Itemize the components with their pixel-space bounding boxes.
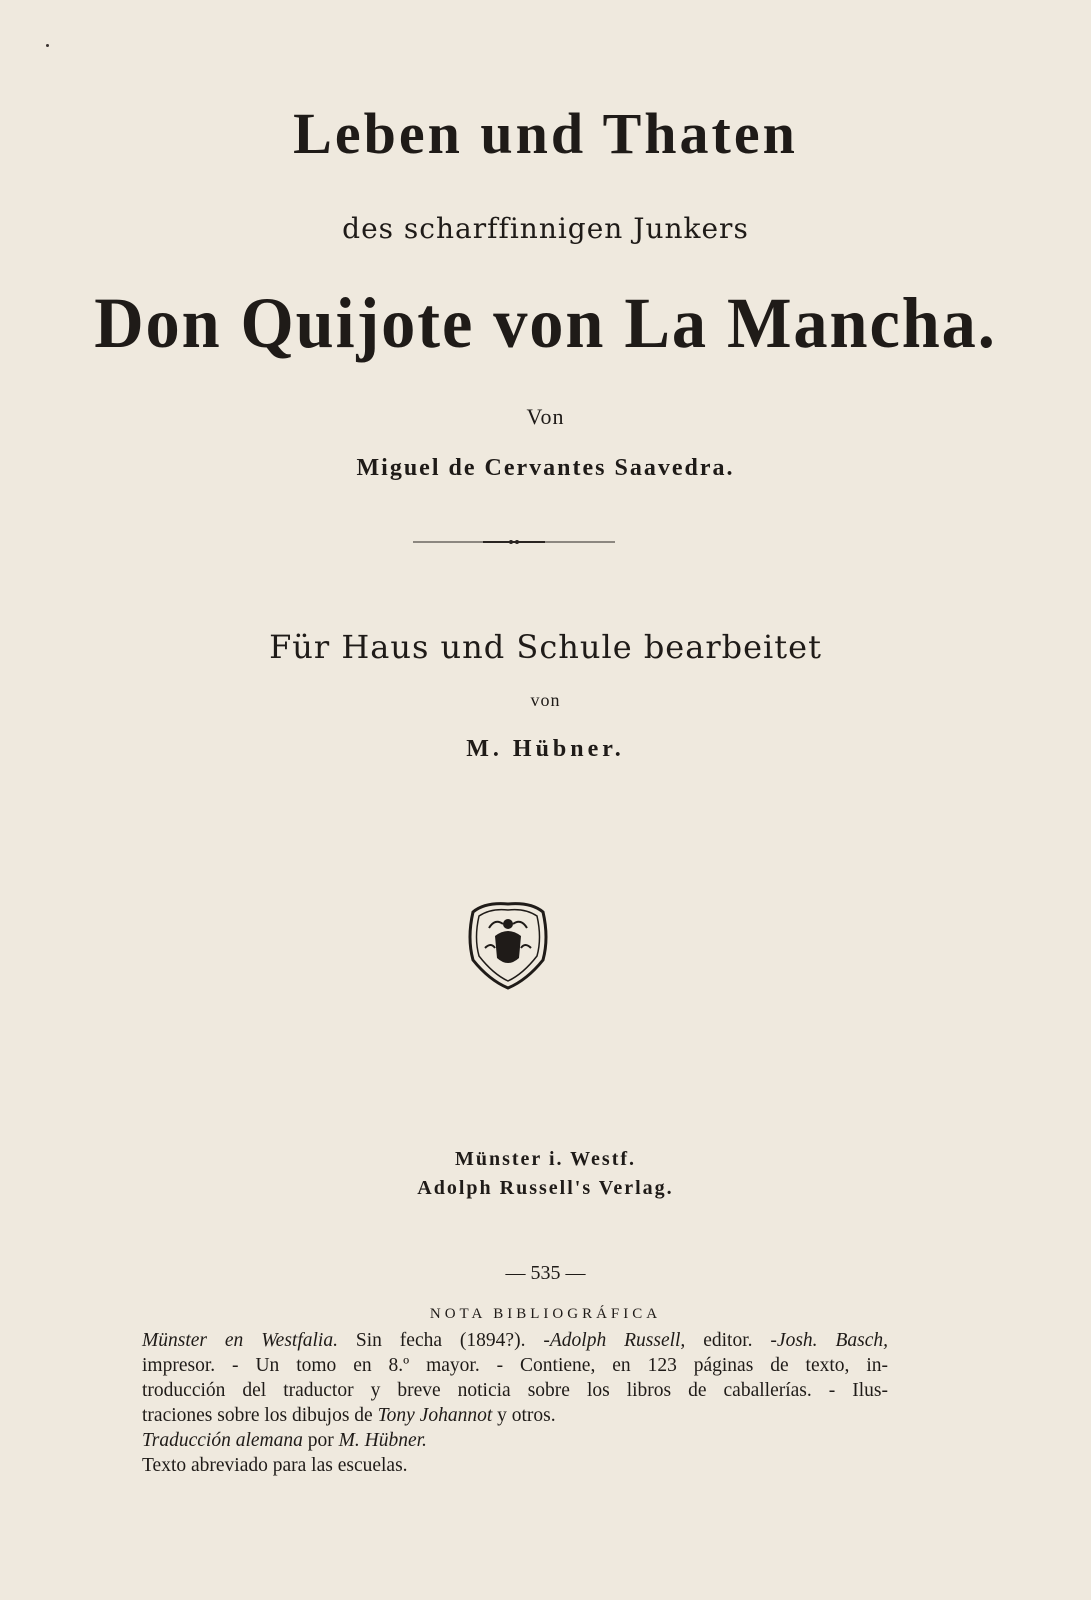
adaptation-line: Für Haus und Schule bearbeitet [269,628,822,666]
nota-by: por [302,1430,339,1451]
nota-publisher: Adolph Russell, [549,1330,686,1351]
nota-heading: NOTA BIBLIOGRÁFICA [429,1306,662,1322]
nota-line-2: impresor. - Un tomo en 8.º mayor. - Contiene, en 123 páginas de texto, in- [142,1355,888,1376]
nota-line-6: Texto abreviado para las escuelas. [142,1455,408,1476]
nota-date: Sin fecha (1894?). - [337,1330,550,1351]
nota-bibliografica [142,1328,888,1478]
author-name: Miguel de Cervantes Saavedra. [356,455,735,481]
von-label: von [530,690,561,710]
nota-editor-label: editor. - [685,1330,777,1351]
main-title: Don Quijote von La Mancha. [94,283,997,363]
page-number: — 535 — [505,1262,586,1284]
nota-line-3: troducción del traductor y breve noticia sobre los libros de caballerías. - Ilus- [142,1380,888,1401]
imprint-city: Münster i. Westf. [454,1148,637,1170]
title-line-2: des scharffinnigen Junkers [342,212,749,245]
editor-name: M. Hübner. [466,736,625,762]
speck [46,44,49,47]
imprint-publisher: Adolph Russell's Verlag. [417,1177,674,1199]
nota-line-1 [142,1328,888,1353]
nota-illus-label: traciones sobre los dibujos de [142,1405,378,1426]
nota-line-5 [142,1428,888,1453]
nota-translator: M. Hübner. [338,1430,427,1451]
publisher-crest-icon [465,898,551,990]
nota-illustrator: Tony Johannot [377,1405,493,1426]
title-line-1: Leben und Thaten [293,101,798,166]
nota-place: Münster en Westfalia. [142,1330,338,1351]
nota-translation: Traducción alemana [142,1430,303,1451]
by-label: Von [526,404,565,429]
nota-line-4 [142,1403,888,1428]
nota-printer: Josh. Basch, [776,1330,888,1351]
ornamental-rule [413,537,615,547]
nota-others: y otros. [492,1405,556,1426]
